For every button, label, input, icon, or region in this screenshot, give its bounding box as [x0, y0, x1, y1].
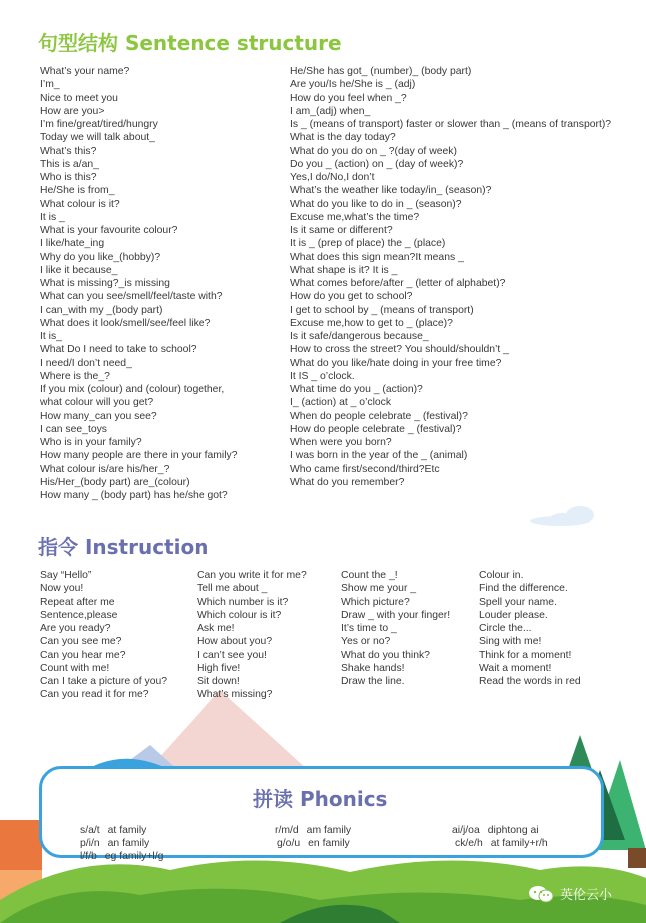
text-line: What do you do on _ ?(day of week) [290, 145, 457, 157]
text-line: Are you ready? [40, 623, 111, 634]
text-line: Yes or no? [341, 636, 391, 648]
text-line: I’m fine/great/tired/hungry [40, 119, 158, 130]
text-line: What do you like/hate doing in your free time? [290, 357, 502, 369]
text-line: Yes,I do/No,I don’t [290, 172, 375, 183]
text-line: what colour will you get? [40, 397, 154, 409]
text-line: Say “Hello” [40, 570, 92, 581]
phonics-family: at family [107, 825, 147, 836]
text-line: How about you? [197, 636, 273, 648]
text-line: What is missing?_is missing [40, 278, 170, 289]
text-line: What’s this? [40, 145, 97, 157]
text-line: How do you feel when _? [290, 92, 407, 104]
text-line: Draw _ with your finger! [341, 609, 451, 621]
text-line: Who is in your family? [40, 437, 142, 448]
text-line: Now you! [40, 583, 84, 595]
text-line: What colour is/are his/her_? [40, 463, 170, 475]
text-line: Circle the... [479, 623, 532, 634]
text-line: What time do you _ (action)? [290, 384, 423, 395]
text-line: I like it because_ [40, 264, 118, 276]
text-line: Show me your _ [341, 583, 417, 595]
text-line: How many _ (body part) has he/she got? [40, 490, 228, 501]
instruction-column-4 [479, 569, 581, 688]
text-line: Spell your name. [479, 596, 557, 608]
text-line: Which colour is it? [197, 609, 282, 621]
text-line: Sing with me! [479, 636, 542, 648]
text-line: Is it safe/dangerous because_ [290, 331, 429, 342]
text-line: Is _ (means of transport) faster or slower than _ (means of transport)? [290, 119, 612, 130]
text-line: Nice to meet you [40, 92, 118, 104]
text-line: How to cross the street? You should/shouldn’t _ [290, 344, 509, 356]
text-line: He/She is from_ [40, 185, 115, 197]
text-line: Find the difference. [479, 583, 568, 595]
text-line: What’s missing? [197, 689, 273, 701]
phonics-family: en family [308, 838, 350, 849]
phonics-letters: ck/e/h [455, 838, 483, 849]
text-line: He/She has got_ (number)_ (body part) [290, 66, 472, 77]
text-line: Draw the line. [341, 676, 405, 687]
text-line: What does it look/smell/see/feel like? [40, 317, 211, 329]
phonics-row [80, 824, 146, 837]
text-line: Which picture? [341, 596, 410, 608]
text-line: How do people celebrate _ (festival)? [290, 423, 462, 435]
phonics-row [80, 850, 163, 863]
phonics-letters: ai/j/oa [452, 825, 480, 836]
text-line: Is it same or different? [290, 225, 393, 236]
text-line: His/Her_(body part) are_(colour) [40, 476, 190, 488]
text-line: Do you _ (action) on _ (day of week)? [290, 158, 464, 170]
sentence-column-2 [290, 65, 611, 489]
text-line: I can’t see you! [197, 649, 267, 661]
text-line: Count with me! [40, 662, 110, 674]
text-line: I can see_toys [40, 423, 108, 435]
text-line: What is the day today? [290, 132, 396, 144]
text-line: It is _ (prep of place) the _ (place) [290, 238, 446, 250]
sentence-structure-heading: 句型结构 Sentence structure [38, 31, 342, 55]
text-line: I can_with my _(body part) [40, 304, 163, 316]
text-line: How many_can you see? [40, 410, 157, 422]
text-line: Repeat after me [40, 596, 115, 608]
text-line: I’m_ [40, 79, 60, 91]
text-line: When do people celebrate _ (festival)? [290, 410, 468, 422]
text-line: What is your favourite colour? [40, 225, 178, 236]
phonics-card [39, 766, 604, 862]
phonics-row [80, 837, 149, 850]
phonics-family: am family [306, 825, 352, 836]
sentence-column-1 [40, 65, 238, 502]
text-line: Why do you like_(hobby)? [40, 251, 161, 263]
text-line: Excuse me,what’s the time? [290, 211, 420, 223]
text-line: It’s time to _ [341, 623, 397, 634]
text-line: Colour in. [479, 570, 524, 581]
text-line: What colour is it? [40, 198, 120, 210]
phonics-letters: r/m/d [275, 825, 299, 836]
phonics-row [277, 837, 350, 850]
instruction-column-2 [197, 569, 307, 702]
phonics-letters: l/f/b [80, 851, 97, 862]
watermark [528, 884, 612, 903]
text-line: I_ (action) at _ o’clock [290, 397, 392, 409]
text-line: Read the words in red [479, 676, 581, 687]
text-line: Where is the_? [40, 370, 110, 382]
phonics-row [455, 837, 548, 850]
text-line: Can you hear me? [40, 649, 126, 661]
text-line: It is _ [40, 211, 65, 223]
phonics-family: an family [107, 838, 150, 849]
text-line: When were you born? [290, 437, 392, 448]
text-line: High five! [197, 662, 241, 674]
text-line: What do you think? [341, 649, 430, 661]
watermark-text: 英伦云小 [560, 888, 613, 903]
phonics-letters: p/i/n [80, 838, 100, 849]
text-line: I need/I don’t need_ [40, 357, 132, 369]
text-line: How do you get to school? [290, 291, 413, 303]
phonics-letters: g/o/u [277, 838, 301, 849]
text-line: I get to school by _ (means of transport) [290, 304, 474, 316]
text-line: Who came first/second/third?Etc [290, 463, 440, 475]
text-line: Tell me about _ [197, 583, 268, 595]
text-line: Sentence,please [40, 609, 118, 621]
instruction-column-1 [40, 569, 167, 702]
text-line: Count the _! [341, 570, 398, 581]
text-line: Excuse me,how to get to _ (place)? [290, 317, 453, 329]
phonics-heading: 拼读 Phonics [253, 787, 388, 811]
wechat-icon [528, 885, 554, 903]
text-line: This is a/an_ [40, 158, 99, 170]
instruction-column-3 [341, 569, 450, 688]
text-line: Sit down! [197, 676, 240, 687]
phonics-family: at family+r/h [490, 838, 548, 849]
text-line: Which number is it? [197, 596, 289, 608]
text-line: How are you> [40, 105, 105, 117]
phonics-letters: s/a/t [80, 825, 100, 836]
text-line: I am_(adj) when_ [290, 105, 371, 117]
text-line: Wait a moment! [479, 662, 552, 674]
text-line: What’s your name? [40, 66, 130, 77]
text-line: How many people are there in your family? [40, 450, 238, 462]
text-line: It IS _ o’clock. [290, 370, 355, 382]
text-line: Can I take a picture of you? [40, 676, 168, 687]
text-line: What shape is it? It is _ [290, 264, 398, 276]
text-line: What comes before/after _ (letter of alphabet)? [290, 278, 506, 289]
text-line: It is_ [40, 331, 62, 342]
text-line: Ask me! [197, 623, 235, 634]
phonics-family: eg family+l/g [104, 851, 164, 862]
text-line: Who is this? [40, 172, 97, 183]
text-line: I was born in the year of the _ (animal) [290, 450, 468, 462]
instruction-heading: 指令 Instruction [38, 535, 209, 559]
cloud-decoration [530, 506, 594, 526]
phonics-row [275, 824, 351, 837]
text-line: Louder please. [479, 609, 548, 621]
text-line: Today we will talk about_ [40, 132, 155, 144]
text-line: Can you see me? [40, 636, 122, 648]
text-line: What can you see/smell/feel/taste with? [40, 291, 223, 303]
text-line: Are you/Is he/She is _ (adj) [290, 79, 416, 91]
text-line: What Do I need to take to school? [40, 344, 197, 356]
text-line: What do you like to do in _ (season)? [290, 198, 462, 210]
phonics-family: diphtong ai [487, 825, 539, 836]
text-line: Can you read it for me? [40, 689, 149, 701]
text-line: What’s the weather like today/in_ (season)? [290, 185, 492, 197]
text-line: Shake hands! [341, 662, 405, 674]
phonics-row [452, 824, 539, 837]
text-line: Can you write it for me? [197, 570, 307, 581]
text-line: If you mix (colour) and (colour) together, [40, 384, 225, 395]
text-line: Think for a moment! [479, 649, 572, 661]
text-line: I like/hate_ing [40, 238, 105, 250]
text-line: What do you remember? [290, 476, 405, 488]
text-line: What does this sign mean?It means _ [290, 251, 464, 263]
